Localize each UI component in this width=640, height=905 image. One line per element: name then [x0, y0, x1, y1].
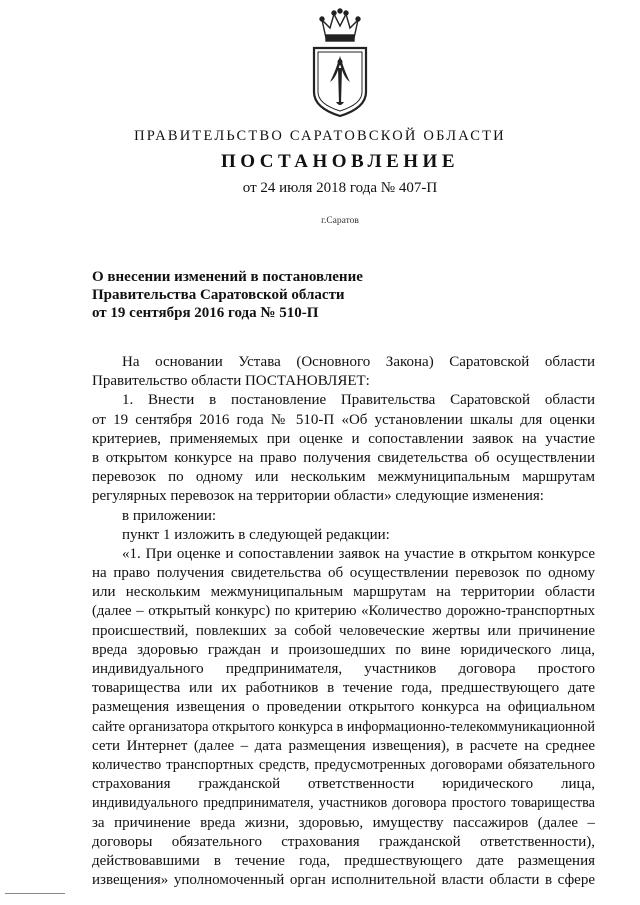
body-line: в открытом конкурсе на право получения свидетельства об осуществлении	[92, 449, 595, 466]
body-line: или нескольким межмуниципальным маршрутам на территории области	[92, 584, 595, 601]
body-line: договоры обязательного страхования гражданской ответственности),	[92, 833, 595, 850]
body-line: 1. Внести в постановление Правительства Саратовской области	[122, 392, 595, 409]
body-line: на право получения свидетельства об осуществлении перевозок по одному	[92, 565, 595, 582]
body-line: за причинение вреда жизни, здоровью, имуществу пассажиров (далее –	[92, 814, 595, 831]
body-line: сайте организатора открытого конкурса в информационно-телекоммуникационной	[92, 718, 595, 735]
body-line: регулярных перевозок на территории области» следующие изменения:	[92, 488, 544, 505]
body-line: индивидуального предпринимателя, участников договора простого	[92, 661, 595, 677]
body-line: перевозок по одному или нескольким межмуниципальным маршрутам	[92, 469, 595, 486]
body-line: критериев, применяемых при оценке и сопоставлении заявок на участие	[92, 430, 595, 447]
subject-line: от 19 сентября 2016 года № 510-П	[92, 305, 319, 321]
body-line: происшествий, повлекших за собой человеческие жертвы или причинение	[92, 622, 595, 639]
body-line: от 19 сентября 2016 года № 510-П «Об установлении шкалы для оценки	[92, 411, 595, 428]
document-city: г.Саратов	[321, 216, 359, 226]
body-line: индивидуального предпринимателя, участников договора простого товарищества	[92, 795, 595, 812]
body-line: сети Интернет (далее – дата размещения извещения), в расчете на среднее	[92, 737, 595, 754]
body-line: вреда здоровью граждан и произошедших по вине юридического лица,	[92, 641, 595, 658]
body-line: размещения извещения о проведении открытого конкурса на официальном	[92, 699, 595, 716]
subject-line: О внесении изменений в постановление	[92, 269, 363, 285]
body-line: Правительство области ПОСТАНОВЛЯЕТ:	[92, 373, 370, 390]
body-line: На основании Устава (Основного Закона) Саратовской области	[122, 354, 595, 370]
document-body	[92, 353, 595, 890]
document-type: ПОСТАНОВЛЕНИЕ	[220, 151, 460, 172]
saratov-coat-of-arms-icon	[300, 8, 380, 120]
subject-line: Правительства Саратовской области	[92, 287, 345, 303]
body-line: в приложении:	[122, 507, 217, 524]
document-subject	[92, 268, 492, 322]
body-line: (далее – открытый конкурс) по критерию «Количество дорожно-транспортных	[92, 603, 595, 620]
body-line: действовавшими в течение года, предшествующего дате размещения	[92, 852, 595, 869]
body-line: товарищества или их работников в течение года, предшествующего дате	[92, 680, 595, 697]
body-line: извещения» уполномоченный орган исполнительной власти области в сфере	[92, 872, 595, 889]
government-name: ПРАВИТЕЛЬСТВО САРАТОВСКОЙ ОБЛАСТИ	[134, 128, 506, 144]
body-line: количество транспортных средств, предусмотренных договорами обязательного	[92, 756, 595, 773]
body-line: пункт 1 изложить в следующей редакции:	[122, 526, 390, 543]
body-line: «1. При оценке и сопоставлении заявок на участие в открытом конкурсе	[122, 545, 595, 562]
page-edge-mark	[5, 893, 65, 894]
body-line: страхования гражданской ответственности юридического лица,	[92, 776, 595, 793]
document-date-number: от 24 июля 2018 года № 407-П	[242, 180, 438, 196]
